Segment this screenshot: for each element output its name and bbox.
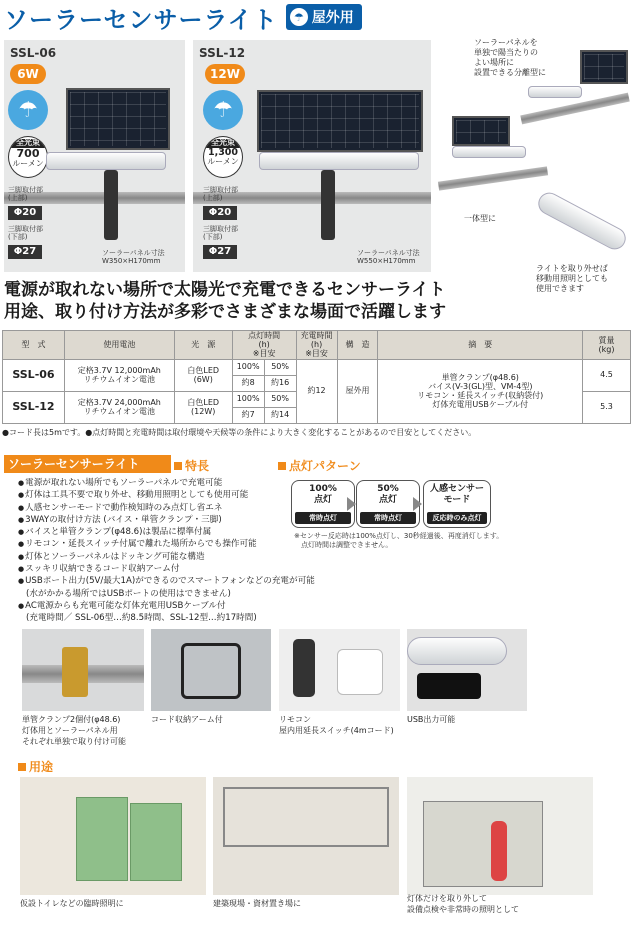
solar-panel-image	[66, 88, 170, 150]
table-row	[3, 359, 631, 375]
usage-caption: 灯体だけを取り外して 設備点検や非常時の照明として	[407, 894, 519, 914]
usage-site-illustration	[213, 777, 399, 895]
watt-badge: 6W	[10, 64, 46, 84]
cord-arm-photo	[151, 629, 271, 711]
separate-note: ソーラーパネルを 単独で陽当たりの よい場所に 設置できる分離型に	[474, 38, 546, 77]
features-heading-label: 特長	[185, 459, 210, 473]
list-item: ● 灯体は工具不要で取り外せ、移動用照明としても使用可能	[18, 489, 368, 501]
phi-bottom: Φ27	[8, 245, 42, 259]
spec-header-row	[3, 331, 631, 360]
title-bar	[4, 2, 633, 32]
arrow-right-icon	[347, 497, 356, 511]
light-body-image	[452, 146, 526, 158]
clamp-bottom-label: 三脚取付部 (下部)	[8, 225, 43, 241]
cell-t100: 約8	[232, 375, 264, 391]
model-label: SSL-12	[199, 46, 246, 60]
usb-photo	[407, 629, 527, 711]
clamp-top-label: 三脚取付部 (上部)	[203, 186, 238, 202]
cell-p50: 50%	[264, 391, 296, 407]
features-heading	[174, 457, 209, 474]
list-item: ● 電源が取れない場所でもソーラーパネルで充電可能	[18, 477, 368, 489]
product-photo-ssl12	[193, 40, 431, 272]
headline: 電源が取れない場所で太陽光で充電できるセンサーライト 用途、取り付け方法が多彩でさまざまな場面で活躍します	[4, 280, 446, 322]
scaffold-image	[223, 787, 389, 847]
toilet-image	[76, 797, 128, 881]
umbrella-icon: ☂	[203, 90, 243, 130]
usage-caption: 建築現場・資材置き場に	[213, 899, 301, 908]
clamp-image	[62, 647, 88, 697]
cell-light: 白色LED (6W)	[174, 359, 232, 391]
usage-heading	[18, 758, 53, 775]
phi-bottom: Φ27	[203, 245, 237, 259]
pattern-title: 人感センサー モード	[429, 484, 484, 505]
pattern-mode-100	[291, 480, 355, 528]
outdoor-badge-label: 屋外用	[311, 10, 354, 26]
list-item: ● 3WAYの取付け方法 (バイス・単管クランプ・三脚)	[18, 514, 368, 526]
cell-battery: 定格3.7V 24,000mAh リチウムイオン電池	[64, 391, 174, 423]
remote-photo	[279, 629, 400, 711]
cord-arm-image	[181, 643, 241, 699]
outdoor-badge	[286, 4, 362, 30]
footnote: ●コード長は5mです。●点灯時間と充電時間は取付環境や天候等の条件により大きく変化することがあるので目安としてください。	[2, 428, 477, 437]
lumen-value: 700	[16, 146, 40, 160]
list-item: ● 人感センサーモードで動作検知時のみ点灯し省エネ	[18, 502, 368, 514]
usage-toilet-illustration	[20, 777, 206, 895]
model-label: SSL-06	[10, 46, 57, 60]
pattern-title: 100% 点灯	[309, 484, 337, 505]
header-type: 型 式	[3, 331, 65, 360]
pattern-tag: 常時点灯	[295, 512, 351, 524]
spec-table	[2, 330, 631, 424]
light-body-image	[259, 152, 419, 170]
product-photo-ssl06	[4, 40, 185, 272]
light-body-image	[528, 86, 582, 98]
features-band: ソーラーセンサーライト	[4, 455, 171, 473]
page-title: ソーラーセンサーライト	[4, 5, 278, 34]
cell-t50: 約14	[264, 407, 296, 423]
header-summary: 摘 要	[378, 331, 583, 360]
list-item: ● AC電源からも充電可能な灯体充電用USBケーブル付	[18, 600, 368, 612]
phi-top: Φ20	[203, 206, 237, 220]
pattern-mode-sensor	[423, 480, 491, 528]
pattern-tag: 反応時のみ点灯	[427, 512, 487, 524]
clamp-photo	[22, 629, 144, 711]
remote-image	[293, 639, 315, 697]
clamp-image	[321, 170, 335, 240]
cell-t100: 約7	[232, 407, 264, 423]
clamp-caption: 単管クランプ2個付(φ48.6) 灯体用とソーラーパネル用 それぞれ単独で取り付け可能	[22, 715, 126, 746]
pipe-image	[438, 166, 548, 190]
solar-panel-image	[580, 50, 628, 84]
usb-caption: USB出力可能	[407, 715, 456, 724]
clamp-top-label: 三脚取付部 (上部)	[8, 186, 43, 202]
list-item: ● 灯体とソーラーパネルはドッキング可能な構造	[18, 551, 368, 563]
cell-light: 白色LED (12W)	[174, 391, 232, 423]
switch-image	[337, 649, 383, 695]
phi-top: Φ20	[8, 206, 42, 220]
list-item: (充電時間／ SSL-06型…約8.5時間、SSL-12型…約17時間)	[26, 613, 257, 624]
lumen-unit: ルーメン	[207, 157, 239, 167]
lumen-badge	[203, 136, 243, 178]
toilet-image	[130, 803, 182, 881]
umbrella-icon: ☂	[8, 90, 48, 130]
heading-square-icon	[18, 763, 26, 771]
cell-battery: 定格3.7V 12,000mAh リチウムイオン電池	[64, 359, 174, 391]
remote-caption: リモコン 屋内用延長スイッチ(4mコード)	[279, 715, 394, 735]
heading-square-icon	[174, 462, 182, 470]
header-lighting-time: 点灯時間 (h) ※目安	[232, 331, 296, 360]
header-structure: 構 造	[337, 331, 378, 360]
solar-panel-image	[452, 116, 510, 146]
worker-image	[491, 821, 507, 881]
list-item: ● リモコン・延長スイッチ付属で離れた場所からでも操作可能	[18, 538, 368, 550]
pattern-note: ※センサー反応時は100%点灯し、30秒経過後、再度消灯します。 点灯時間は調整できません。	[294, 532, 504, 549]
arrow-right-icon	[413, 497, 422, 511]
usage-caption: 仮設トイレなどの臨時照明に	[20, 899, 124, 908]
list-item: ● USBポート出力(5V/最大1A)ができるのでスマートフォンなどの充電が可能	[18, 575, 368, 587]
detach-note: ライトを取り外せば 移動用照明としても 使用できます	[536, 264, 608, 293]
list-item: (水がかかる場所ではUSBポートの使用はできません)	[26, 588, 231, 599]
umbrella-icon: ☂	[290, 8, 308, 26]
watt-badge: 12W	[205, 64, 245, 84]
cabinet-image	[423, 801, 543, 887]
list-item: ● スッキリ収納できるコード収納アーム付	[18, 563, 368, 575]
cell-structure: 屋外用	[337, 359, 378, 423]
header-battery: 使用電池	[64, 331, 174, 360]
pattern-tag: 常時点灯	[360, 512, 416, 524]
cell-p50: 50%	[264, 359, 296, 375]
clamp-image	[104, 170, 118, 240]
panel-size: ソーラーパネル寸法 W350×H170mm	[102, 249, 165, 266]
pattern-mode-50	[356, 480, 420, 528]
cord-arm-caption: コード収納アーム付	[151, 715, 223, 724]
header-charge-time: 充電時間 (h) ※目安	[296, 331, 337, 360]
installation-illustration	[438, 38, 630, 298]
list-item: ● バイスと単管クランプ(φ48.6)は製品に標準付属	[18, 526, 368, 538]
lumen-title: 全光束	[204, 139, 242, 148]
light-body-image	[46, 152, 166, 170]
heading-square-icon	[278, 462, 286, 470]
usage-inspection-illustration	[407, 777, 593, 895]
cell-model: SSL-06	[3, 359, 65, 391]
lumen-title: 全光束	[9, 139, 47, 148]
panel-size: ソーラーパネル寸法 W550×H170mm	[357, 249, 420, 266]
clamp-bottom-label: 三脚取付部 (下部)	[203, 225, 238, 241]
header-weight: 質量 (kg)	[583, 331, 631, 360]
cell-weight: 5.3	[583, 391, 631, 423]
header-light: 光 源	[174, 331, 232, 360]
lumen-badge	[8, 136, 48, 178]
cell-t50: 約16	[264, 375, 296, 391]
pattern-heading-label: 点灯パターン	[289, 459, 361, 473]
lumen-value: 1,300	[207, 146, 239, 158]
cell-summary: 単管クランプ(φ48.6) バイス(V-3(GL)型、VM-4型) リモコン・延長スイッチ(収納袋付) 灯体充電用USBケーブル付	[378, 359, 583, 423]
lumen-unit: ルーメン	[12, 158, 44, 168]
pattern-heading	[278, 457, 361, 474]
detached-light-image	[534, 189, 629, 253]
integrated-note: 一体型に	[464, 214, 496, 223]
usage-heading-label: 用途	[29, 760, 54, 774]
cell-charge: 約12	[296, 359, 337, 423]
solar-panel-image	[257, 90, 423, 152]
cell-p100: 100%	[232, 359, 264, 375]
pattern-title: 50% 点灯	[377, 484, 399, 505]
cell-p100: 100%	[232, 391, 264, 407]
light-body-image	[407, 637, 507, 665]
smartphone-image	[417, 673, 481, 699]
cell-weight: 4.5	[583, 359, 631, 391]
cell-model: SSL-12	[3, 391, 65, 423]
